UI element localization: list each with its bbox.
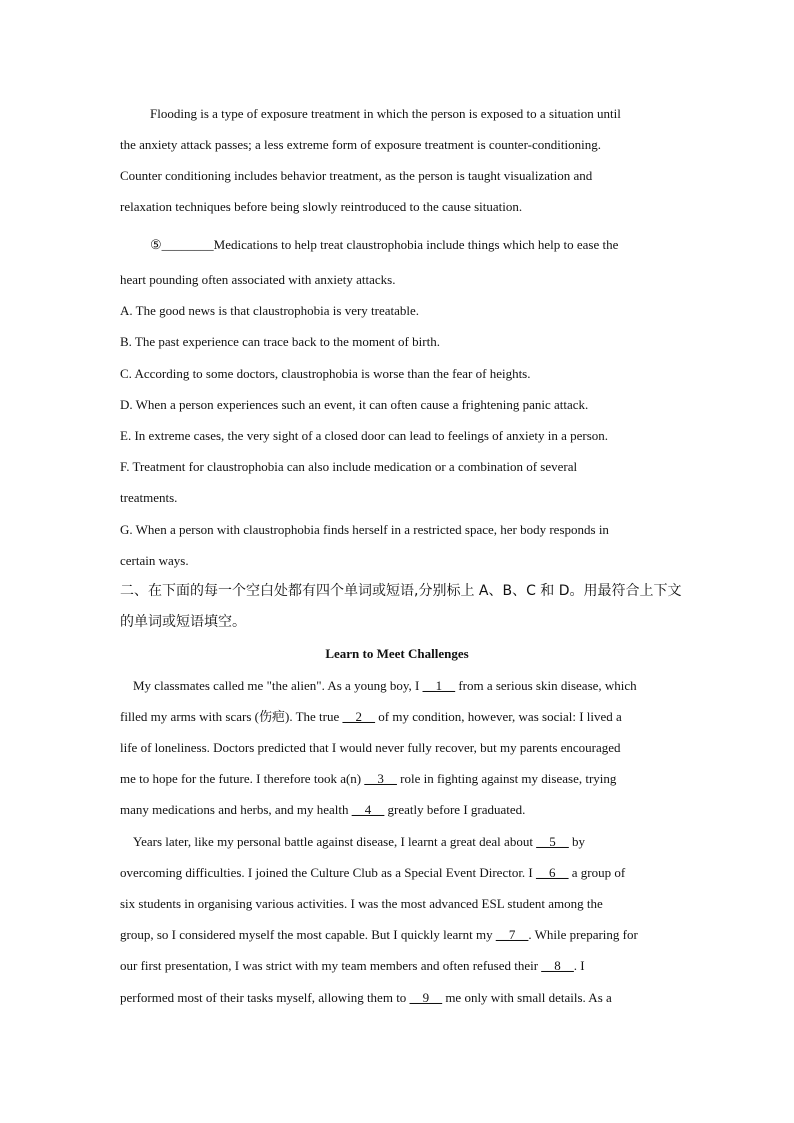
article-title: Learn to Meet Challenges bbox=[325, 646, 469, 661]
paragraph1-line-3: Counter conditioning includes behavior treatment, as the person is taught visualization and bbox=[120, 168, 593, 183]
paragraph2-text: Medications to help treat claustrophobia include things which help to ease the bbox=[213, 237, 619, 252]
blank-4: __4__ bbox=[351, 802, 385, 817]
article-text: me only with small details. As a bbox=[442, 990, 612, 1005]
article-text: Years later, like my personal battle against disease, I learnt a great deal about bbox=[133, 834, 537, 849]
article-text: of my condition, however, was social: I lived a bbox=[375, 709, 622, 724]
article-text: our first presentation, I was strict with my team members and often refused their bbox=[120, 958, 542, 973]
article-text: My classmates called me "the alien". As a young boy, I bbox=[133, 678, 423, 693]
answer-blank: ________ bbox=[161, 237, 214, 252]
article-text: . I bbox=[573, 958, 585, 973]
article-text: greatly before I graduated. bbox=[384, 802, 526, 817]
article-text: role in fighting against my disease, trying bbox=[396, 771, 617, 786]
article-p2-line-1 bbox=[133, 834, 585, 850]
article-text: by bbox=[568, 834, 585, 849]
blank-9: __9__ bbox=[409, 990, 443, 1005]
paragraph1-line-2: the anxiety attack passes; a less extreme form of exposure treatment is counter-conditioning. bbox=[120, 137, 601, 152]
option-g-continued: certain ways. bbox=[120, 553, 189, 568]
option-f: F. Treatment for claustrophobia can also include medication or a combination of several bbox=[120, 459, 578, 474]
article-p1-line-4 bbox=[120, 771, 616, 787]
blank-3: __3__ bbox=[364, 771, 397, 786]
article-p2-line-2 bbox=[120, 865, 625, 881]
paragraph2-line-2: heart pounding often associated with anxiety attacks. bbox=[120, 272, 396, 287]
article-p2-line-6 bbox=[120, 990, 612, 1006]
article-text: a group of bbox=[568, 865, 626, 880]
paragraph2-line-1 bbox=[150, 237, 618, 253]
option-g: G. When a person with claustrophobia finds herself in a restricted space, her body responds in bbox=[120, 522, 609, 537]
article-p1-line-1 bbox=[133, 678, 637, 694]
article-text: overcoming difficulties. I joined the Culture Club as a Special Event Director. I bbox=[120, 865, 537, 880]
article-p2-line-3: six students in organising various activities. I was the most advanced ESL student among the bbox=[120, 896, 603, 911]
article-text: filled my arms with scars (伤疤). The true bbox=[120, 709, 343, 724]
section2-instruction-line-2: 的单词或短语填空。 bbox=[120, 614, 246, 630]
option-f-continued: treatments. bbox=[120, 490, 178, 505]
paragraph1-line-4: relaxation techniques before being slowly reintroduced to the cause situation. bbox=[120, 199, 523, 214]
article-text: me to hope for the future. I therefore took a(n) bbox=[120, 771, 365, 786]
blank-8: __8__ bbox=[541, 958, 574, 973]
option-c: C. According to some doctors, claustrophobia is worse than the fear of heights. bbox=[120, 366, 531, 381]
option-d: D. When a person experiences such an event, it can often cause a frightening panic attack. bbox=[120, 397, 589, 412]
article-text: group, so I considered myself the most capable. But I quickly learnt my bbox=[120, 927, 496, 942]
blank-2: __2__ bbox=[342, 709, 376, 724]
blank-7: __7__ bbox=[495, 927, 529, 942]
option-b: B. The past experience can trace back to the moment of birth. bbox=[120, 334, 440, 349]
blank-6: __6__ bbox=[536, 865, 569, 880]
article-p1-line-5 bbox=[120, 802, 525, 818]
article-text: . While preparing for bbox=[528, 927, 638, 942]
section2-instruction-line-1: 二、在下面的每一个空白处都有四个单词或短语,分别标上 A、B、C 和 D。用最符合上下文 bbox=[120, 583, 682, 599]
paragraph1-line-1: Flooding is a type of exposure treatment in which the person is exposed to a situation until bbox=[150, 106, 621, 121]
option-e: E. In extreme cases, the very sight of a closed door can lead to feelings of anxiety in a person. bbox=[120, 428, 609, 443]
article-p2-line-4 bbox=[120, 927, 638, 943]
article-p1-line-2 bbox=[120, 709, 622, 725]
article-text: many medications and herbs, and my health bbox=[120, 802, 352, 817]
blank-5: __5__ bbox=[536, 834, 569, 849]
article-text: performed most of their tasks myself, allowing them to bbox=[120, 990, 410, 1005]
option-a: A. The good news is that claustrophobia is very treatable. bbox=[120, 303, 420, 318]
article-p2-line-5 bbox=[120, 958, 585, 974]
question-marker: ⑤ bbox=[150, 237, 162, 252]
blank-1: __1__ bbox=[422, 678, 456, 693]
article-p1-line-3: life of loneliness. Doctors predicted that I would never fully recover, but my parents encouraged bbox=[120, 740, 621, 755]
article-text: from a serious skin disease, which bbox=[455, 678, 637, 693]
